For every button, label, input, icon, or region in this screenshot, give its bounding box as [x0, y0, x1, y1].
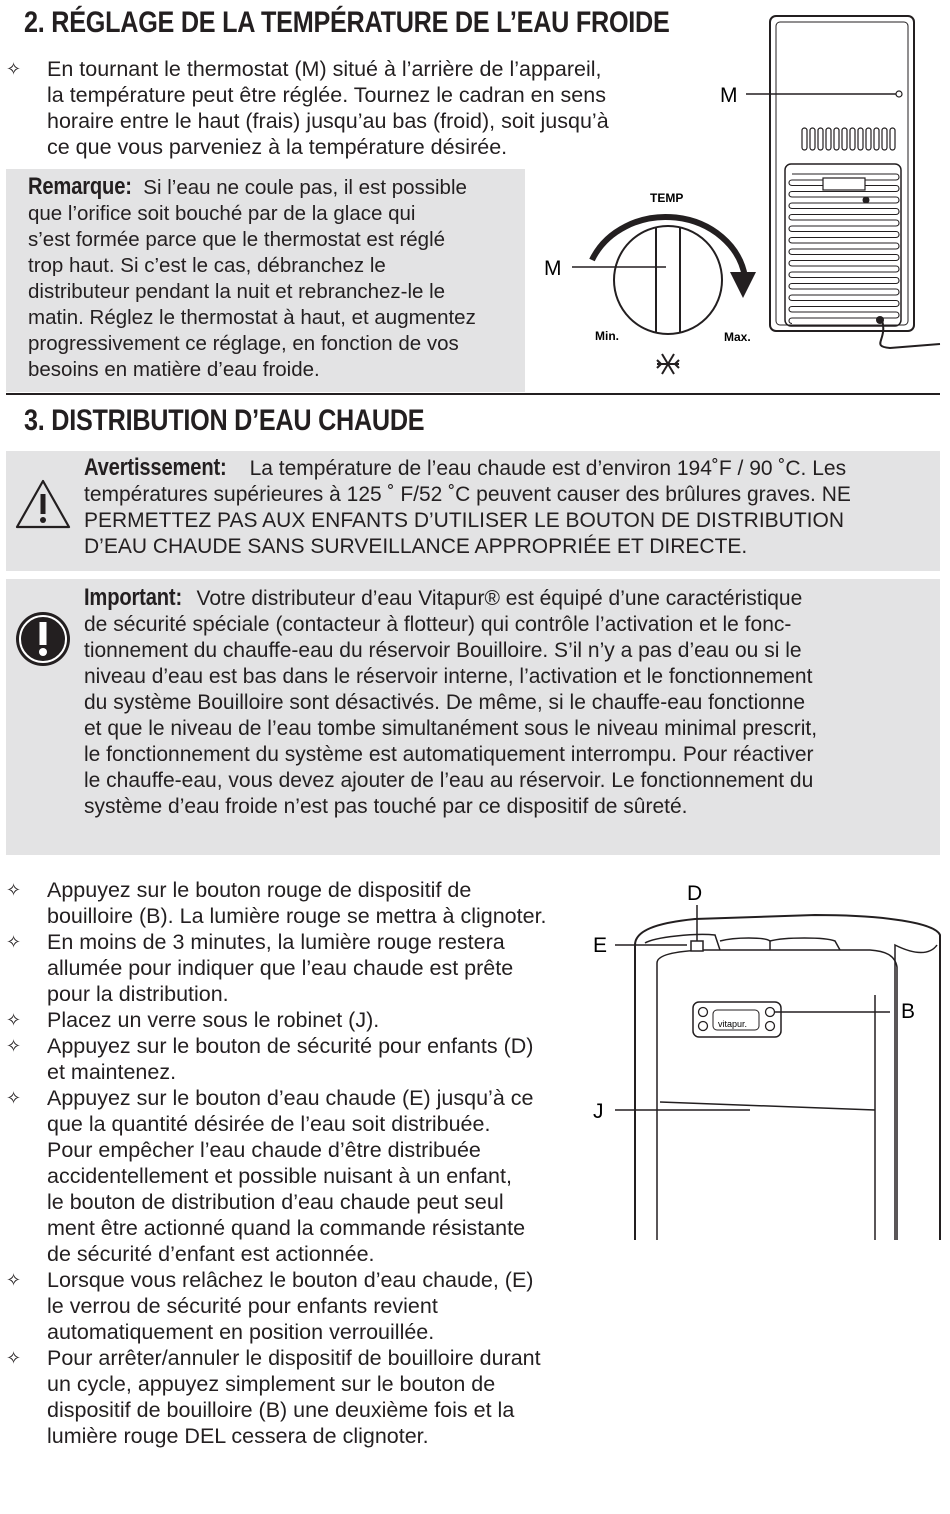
vent-slot [874, 128, 879, 150]
m-label-rear: M [720, 84, 738, 107]
intro-line: ce que vous parveniez à la température désirée. [47, 135, 508, 159]
dial-circle [614, 226, 722, 334]
coil-segment [789, 197, 899, 209]
warning-text [84, 455, 851, 560]
front-view-diagram [585, 875, 945, 1240]
exclamation-circle-icon [14, 610, 74, 670]
power-cord [880, 320, 940, 348]
note-line: Si l’eau ne coule pas, il est possible [143, 176, 467, 199]
vent-slot [818, 128, 823, 150]
intro-line: la température peut être réglée. Tournez le cadran en sens [47, 83, 606, 107]
bullet-icon [6, 1085, 21, 1111]
d-label: D [687, 882, 703, 905]
warning-triangle-icon [14, 478, 72, 530]
section3-title: 3. DISTRIBUTION D’EAU CHAUDE [24, 404, 425, 437]
coil-segment [789, 278, 899, 290]
coil-segment [789, 266, 899, 278]
important-line: et que le niveau de l’eau tombe simultanément sous le niveau minimal prescrit, [84, 717, 818, 740]
vent-slot [858, 128, 863, 150]
vent-slot [882, 128, 887, 150]
condenser-coils [789, 174, 899, 324]
note-text [28, 174, 476, 383]
vent-slot [834, 128, 839, 150]
bullet-icon [6, 56, 21, 82]
intro-line: horaire entre le haut (frais) jusqu’au bas (froid), soit jusqu’à [47, 109, 609, 133]
faucet-line [660, 1102, 875, 1110]
temp-label: TEMP [650, 191, 684, 205]
coil-segment [789, 220, 899, 232]
bullet-icon [6, 1345, 21, 1371]
bullet-icon [6, 877, 21, 903]
bullet-icon [6, 1267, 21, 1293]
vent-slot [866, 128, 871, 150]
coil-segment [789, 255, 899, 267]
coil-segment [789, 289, 899, 301]
e-label: E [593, 934, 608, 957]
note-line: distributeur pendant la nuit et rebranchez-le le [28, 280, 446, 303]
vent-slots [802, 128, 895, 150]
important-line: tionnement du chauffe-eau du réservoir Bouilloire. S’il n’y a pas d’eau ou si le [84, 639, 802, 662]
warning-line: PERMETTEZ PAS AUX ENFANTS D’UTILISER LE BOUTON DE DISTRIBUTION [84, 509, 845, 532]
note-line: que l’orifice soit bouché par de la glace qui [28, 202, 416, 225]
vent-slot [826, 128, 831, 150]
max-label: Max. [724, 330, 751, 344]
note-line: progressivement ce réglage, en fonction de vos [28, 332, 459, 355]
warning-line: D’EAU CHAUDE SANS SURVEILLANCE APPROPRIÉE ET DIRECTE. [84, 535, 748, 558]
m-label: M [544, 257, 562, 280]
important-line: le fonctionnement du système est automatiquement interrompu. Pour réactiver [84, 743, 814, 766]
note-line: trop haut. Si c’est le cas, débranchez le [28, 254, 386, 277]
coil-segment [789, 301, 899, 313]
note-line: matin. Réglez le thermostat à haut, et augmentez [28, 306, 476, 329]
note-line: besoins en matière d’eau froide. [28, 358, 320, 381]
important-line: du système Bouilloire sont désactivés. De même, si le chauffe-eau fonctionne [84, 691, 805, 714]
coil-segment [789, 243, 899, 255]
important-text [84, 585, 817, 820]
vent-slot [842, 128, 847, 150]
thermostat-knob [896, 91, 902, 97]
coil-segment [789, 232, 899, 244]
warning-label: Avertissement: [84, 454, 227, 481]
vent-slot [890, 128, 895, 150]
b-label: B [901, 1000, 916, 1023]
important-label: Important: [84, 584, 182, 611]
rear-view-diagram [710, 10, 950, 355]
intro-line: En tournant le thermostat (M) situé à l’arrière de l’appareil, [47, 57, 602, 81]
section2-title: 2. RÉGLAGE DE LA TEMPÉRATURE DE L’EAU FROIDE [24, 6, 670, 39]
important-line: niveau d’eau est bas dans le réservoir interne, l’activation et le fonctionnement [84, 665, 813, 688]
vent-slot [850, 128, 855, 150]
child-lock-button [691, 941, 703, 951]
bullet-icon [6, 1033, 21, 1059]
vent-slot [810, 128, 815, 150]
note-label: Remarque: [28, 173, 132, 200]
bullet-icon [6, 929, 21, 955]
note-line: s’est formée parce que le thermostat est réglé [28, 228, 446, 251]
min-label: Min. [595, 329, 619, 343]
j-label: J [593, 1100, 604, 1123]
vent-slot [802, 128, 807, 150]
important-line: Votre distributeur d’eau Vitapur® est équipé d’une caractéristique [196, 587, 803, 610]
brand-logo: vitapur. [718, 1019, 748, 1029]
warning-line: températures supérieures à 125 ˚ F/52 ˚C peuvent causer des brûlures graves. NE [84, 483, 851, 506]
important-line: le chauffe-eau, vous devez ajouter de l’eau au réservoir. Le fonctionnement du [84, 769, 814, 792]
important-line: système d’eau froide n’est pas touché par ce dispositif de sûreté. [84, 795, 688, 818]
snowflake-icon [657, 354, 679, 374]
divider [6, 393, 940, 395]
important-line: de sécurité spéciale (contacteur à flotteur) qui contrôle l’activation et le fonc- [84, 613, 792, 636]
warning-line: La température de l’eau chaude est d’environ 194˚F / 90 ˚C. Les [249, 457, 847, 480]
coil-segment [789, 209, 899, 221]
bullet-icon [6, 1007, 21, 1033]
